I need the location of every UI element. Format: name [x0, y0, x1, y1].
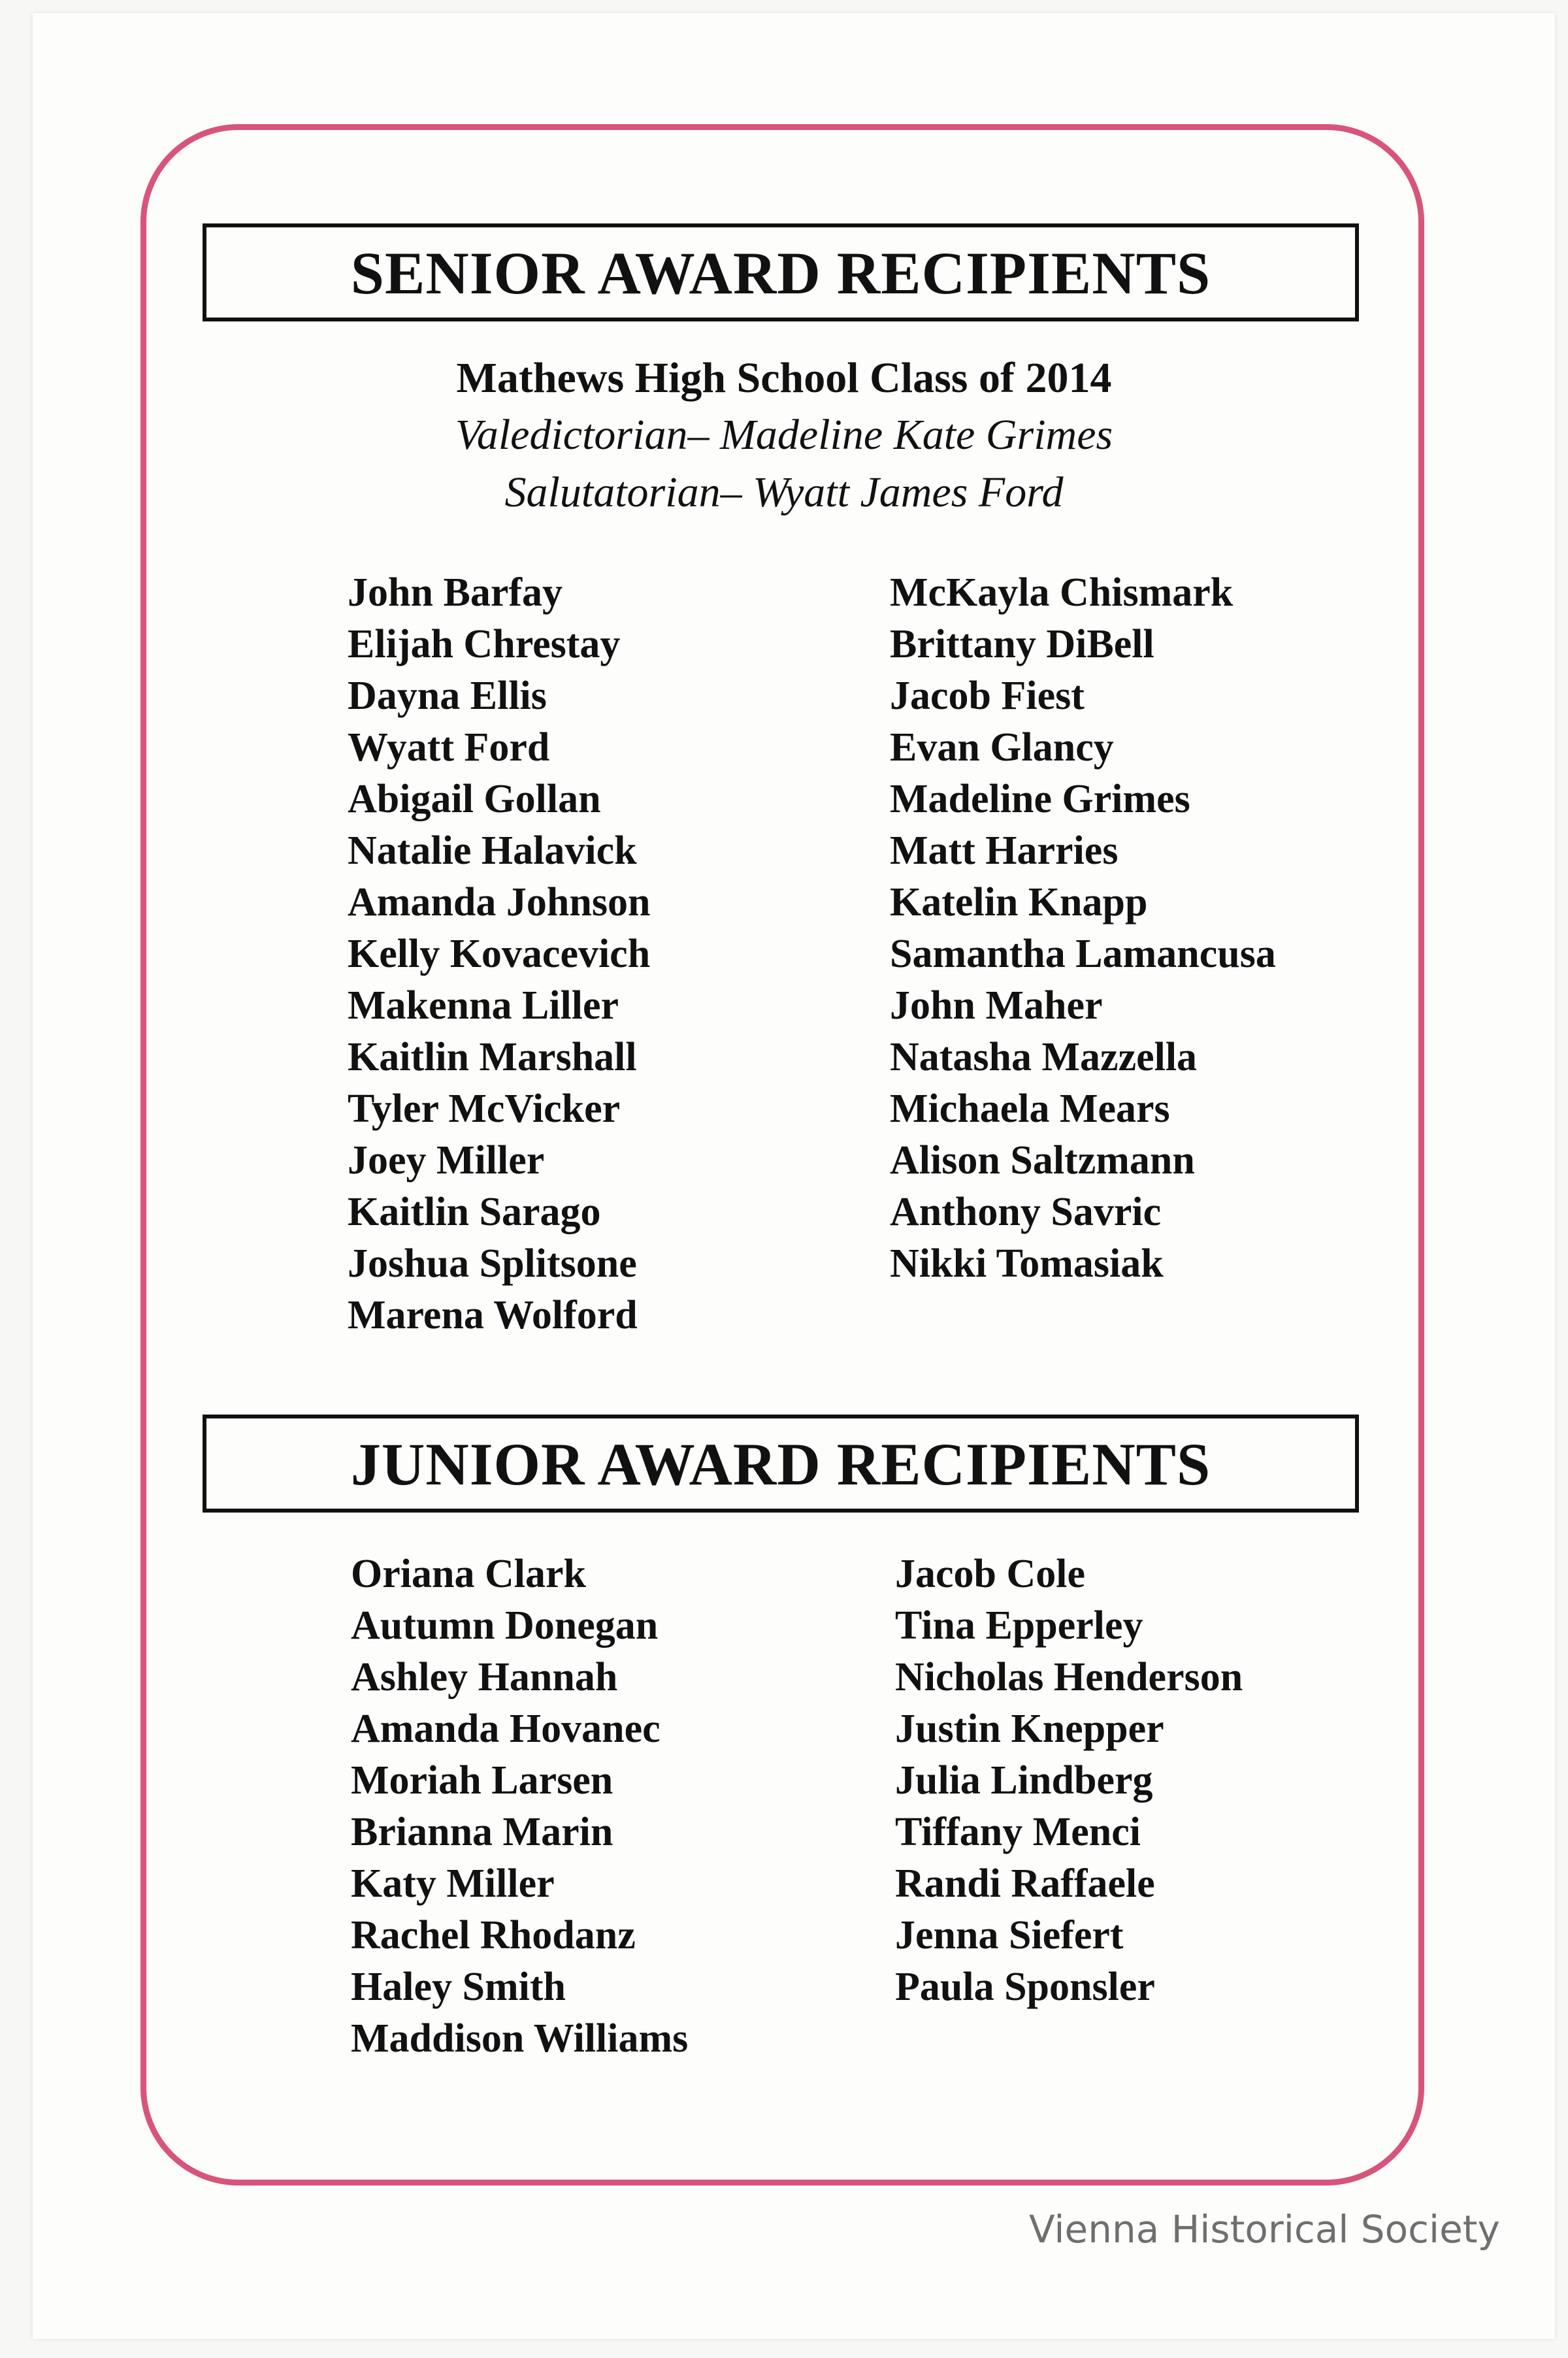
senior-recipient-name: Dayna Ellis — [348, 674, 547, 718]
junior-names-right — [895, 1548, 1243, 2013]
senior-recipient-name: McKayla Chismark — [890, 570, 1233, 615]
junior-recipient-name: Randi Raffaele — [895, 1861, 1155, 1906]
junior-names-left — [351, 1548, 688, 2065]
senior-recipient-name: Amanda Johnson — [348, 880, 651, 925]
senior-recipient-name: Katelin Knapp — [890, 880, 1148, 925]
senior-recipient-name: Kaitlin Sarago — [348, 1190, 601, 1234]
senior-recipient-name: Tyler McVicker — [348, 1087, 621, 1131]
senior-names-left — [348, 567, 650, 1341]
senior-recipient-name: Marena Wolford — [348, 1293, 638, 1337]
senior-recipient-name: Matt Harries — [890, 828, 1119, 873]
senior-recipient-name: Samantha Lamancusa — [890, 932, 1276, 976]
senior-recipient-name: Nikki Tomasiak — [890, 1241, 1164, 1286]
school-class-line: Mathews High School Class of 2014 — [456, 354, 1112, 402]
senior-recipient-name: Natalie Halavick — [348, 828, 637, 873]
junior-recipient-name: Paula Sponsler — [895, 1965, 1155, 2009]
junior-recipient-name: Amanda Hovanec — [351, 1707, 661, 1751]
junior-recipient-name: Jacob Cole — [895, 1552, 1086, 1596]
senior-recipient-name: Abigail Gollan — [348, 777, 601, 821]
senior-recipient-name: Alison Saltzmann — [890, 1138, 1195, 1183]
junior-recipient-name: Julia Lindberg — [895, 1758, 1153, 1803]
senior-recipient-name: Elijah Chrestay — [348, 622, 621, 666]
senior-recipient-name: John Maher — [890, 983, 1103, 1028]
junior-recipient-name: Jenna Siefert — [895, 1913, 1124, 1957]
senior-recipient-name: Kelly Kovacevich — [348, 932, 651, 976]
junior-recipient-name: Katy Miller — [351, 1861, 555, 1906]
junior-recipient-name: Justin Knepper — [895, 1707, 1164, 1751]
junior-recipient-name: Tiffany Menci — [895, 1810, 1141, 1854]
senior-recipient-name: Joey Miller — [348, 1138, 545, 1183]
senior-recipient-name: John Barfay — [348, 570, 563, 615]
senior-recipient-name: Brittany DiBell — [890, 622, 1154, 666]
junior-recipient-name: Ashley Hannah — [351, 1655, 618, 1699]
senior-recipient-name: Evan Glancy — [890, 725, 1114, 770]
valedictorian-line: Valedictorian– Madeline Kate Grimes — [455, 411, 1113, 459]
senior-recipient-name: Natasha Mazzella — [890, 1035, 1198, 1079]
junior-title: JUNIOR AWARD RECIPIENTS — [203, 1415, 1359, 1513]
salutatorian-line: Salutatorian– Wyatt James Ford — [504, 468, 1064, 516]
senior-recipient-name: Joshua Splitsone — [348, 1241, 637, 1286]
junior-recipient-name: Tina Epperley — [895, 1603, 1143, 1648]
senior-recipient-name: Wyatt Ford — [348, 725, 550, 770]
junior-recipient-name: Haley Smith — [351, 1965, 566, 2009]
senior-title: SENIOR AWARD RECIPIENTS — [203, 223, 1359, 321]
junior-recipient-name: Autumn Donegan — [351, 1603, 659, 1648]
senior-names-right — [890, 567, 1276, 1290]
senior-recipient-name: Kaitlin Marshall — [348, 1035, 637, 1079]
senior-recipient-name: Anthony Savric — [890, 1190, 1162, 1234]
junior-recipient-name: Oriana Clark — [351, 1552, 586, 1596]
junior-recipient-name: Maddison Williams — [351, 2016, 689, 2061]
watermark-text: Vienna Historical Society — [1029, 2207, 1500, 2252]
junior-recipient-name: Nicholas Henderson — [895, 1655, 1243, 1699]
junior-recipient-name: Moriah Larsen — [351, 1758, 613, 1803]
junior-recipient-name: Rachel Rhodanz — [351, 1913, 636, 1957]
senior-recipient-name: Michaela Mears — [890, 1087, 1170, 1131]
senior-recipient-name: Jacob Fiest — [890, 674, 1085, 718]
junior-recipient-name: Brianna Marin — [351, 1810, 613, 1854]
senior-recipient-name: Madeline Grimes — [890, 777, 1190, 821]
senior-recipient-name: Makenna Liller — [348, 983, 619, 1028]
